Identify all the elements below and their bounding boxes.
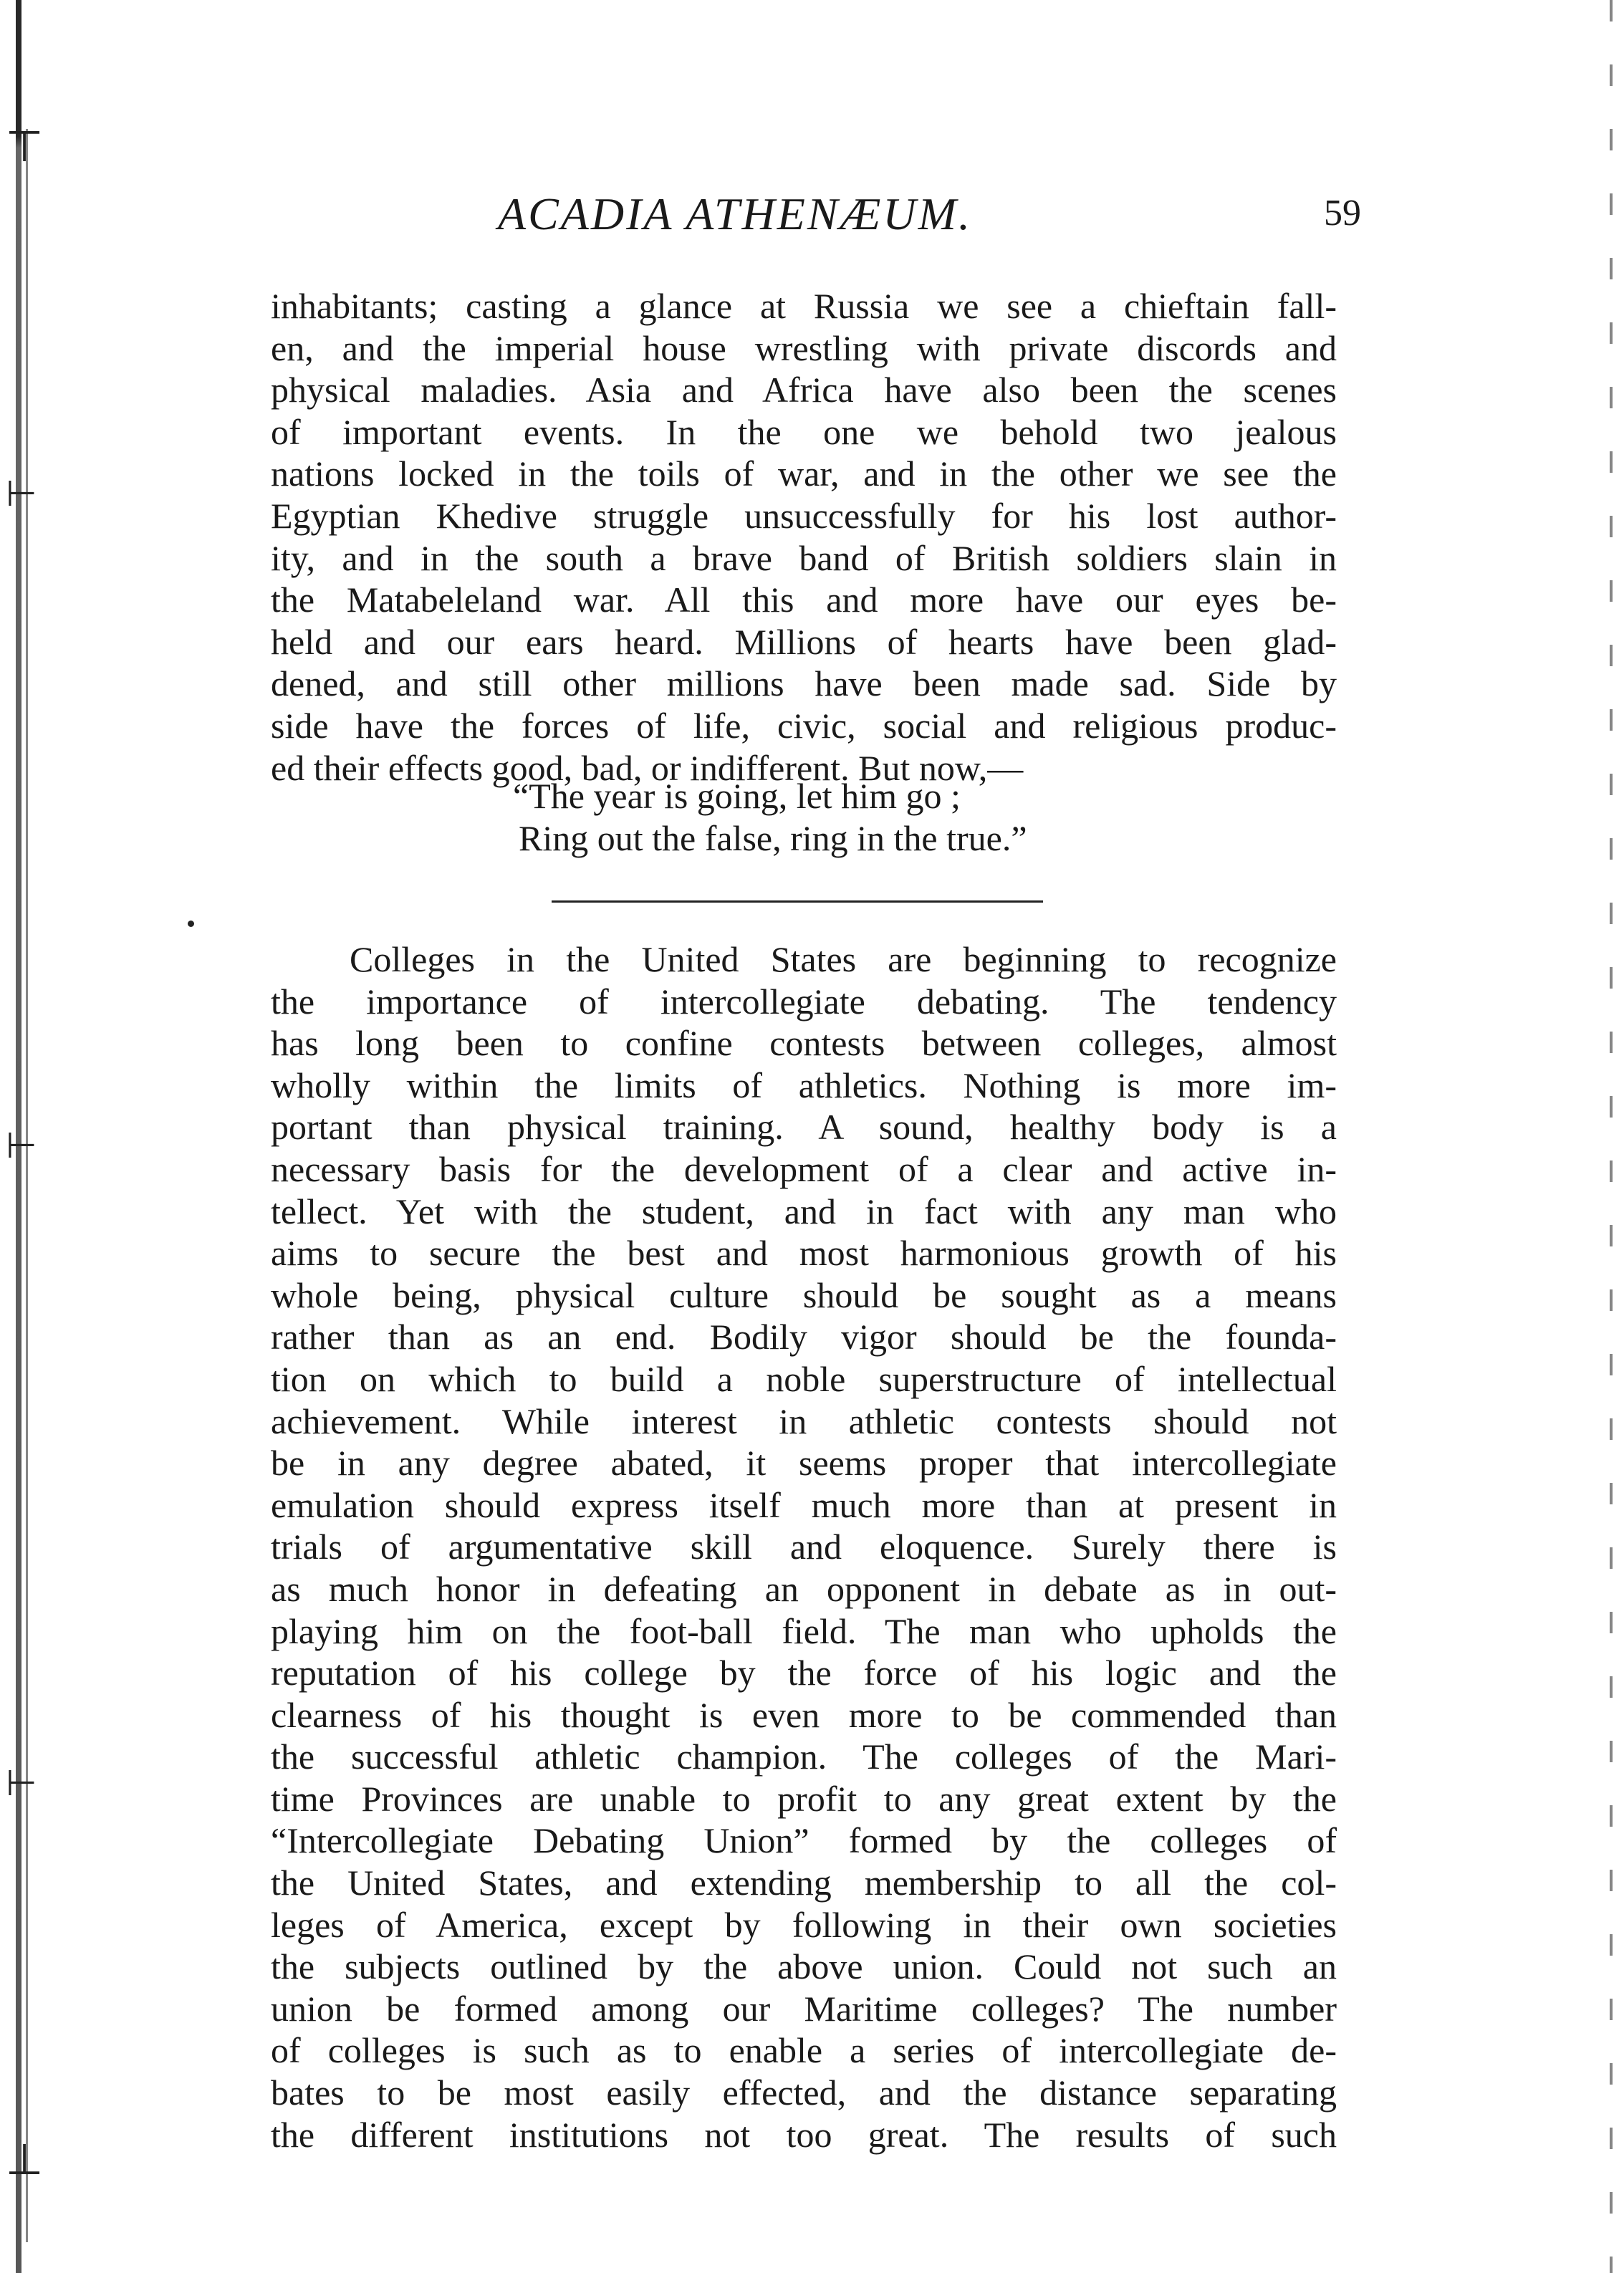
text-line: ity, and in the south a brave band of British soldiers slain in bbox=[271, 537, 1337, 578]
text-line: portant than physical training. A sound, healthy body is a bbox=[271, 1107, 1337, 1148]
text-line: aims to secure the best and most harmonious growth of his bbox=[271, 1233, 1337, 1274]
text-line: as much honor in defeating an opponent in debate as in out- bbox=[271, 1568, 1337, 1609]
text-line: Colleges in the United States are beginning to recognize bbox=[350, 939, 1337, 979]
text-line: the United States, and extending membership to all the col- bbox=[271, 1863, 1337, 1903]
paragraph-continued bbox=[271, 285, 1337, 789]
text-line: the subjects outlined by the above union. Could not such an bbox=[271, 1946, 1337, 1987]
text-line: the Matabeleland war. All this and more have our eyes be- bbox=[271, 580, 1337, 620]
text-line: side have the forces of life, civic, social and religious produc- bbox=[271, 705, 1337, 746]
text-line: held and our ears heard. Millions of hearts have been glad- bbox=[271, 621, 1337, 662]
ink-speck bbox=[188, 921, 194, 927]
text-line: bates to be most easily effected, and the distance separating bbox=[271, 2072, 1337, 2113]
text-line: dened, and still other millions have been made sad. Side by bbox=[271, 663, 1337, 704]
text-line: Egyptian Khedive struggle unsuccessfully for his lost author- bbox=[271, 495, 1337, 536]
text-line: has long been to confine contests between colleges, almost bbox=[271, 1023, 1337, 1064]
text-line: of colleges is such as to enable a series of intercollegiate de- bbox=[271, 2030, 1337, 2071]
text-line: inhabitants; casting a glance at Russia we see a chieftain fall- bbox=[271, 286, 1337, 326]
binding-mark: ⊤ bbox=[6, 122, 44, 172]
binding-mark: ⊢ bbox=[6, 1762, 37, 1804]
running-title: ACADIA ATHENÆUM. bbox=[498, 188, 972, 239]
text-line: en, and the imperial house wrestling with private discords and bbox=[271, 327, 1337, 368]
text-line: whole being, physical culture should be sought as a means bbox=[271, 1274, 1337, 1315]
text-line: “Intercollegiate Debating Union” formed by the colleges of bbox=[271, 1820, 1337, 1861]
verse-line: Ring out the false, ring in the true.” bbox=[519, 817, 1027, 858]
text-line: physical maladies. Asia and Africa have also been the scenes bbox=[271, 370, 1337, 410]
text-line: achievement. While interest in athletic contests should not bbox=[271, 1400, 1337, 1441]
text-line: necessary basis for the development of a clear and active in- bbox=[271, 1148, 1337, 1189]
binding-mark: ⊥ bbox=[6, 2135, 44, 2185]
text-line: nations locked in the toils of war, and in the other we see the bbox=[271, 453, 1337, 494]
section-divider bbox=[552, 900, 1043, 903]
page-number: 59 bbox=[1324, 193, 1361, 234]
text-line: rather than as an end. Bodily vigor should be the founda- bbox=[271, 1317, 1337, 1357]
paragraph-debating bbox=[271, 938, 1337, 2156]
text-line: the importance of intercollegiate debating. The tendency bbox=[271, 981, 1337, 1022]
text-line: emulation should express itself much more than at present in bbox=[271, 1484, 1337, 1525]
text-line: the successful athletic champion. The colleges of the Mari- bbox=[271, 1736, 1337, 1777]
verse-line: “The year is going, let him go ; bbox=[513, 776, 961, 816]
page-edge-shadow bbox=[1610, 0, 1613, 2273]
text-line: time Provinces are unable to profit to any great extent by the bbox=[271, 1778, 1337, 1819]
binding-edge-line bbox=[26, 129, 28, 2242]
text-line: tion on which to build a noble superstructure of intellectual bbox=[271, 1358, 1337, 1399]
binding-mark: ⊢ bbox=[6, 1125, 37, 1166]
text-line: ed their effects good, bad, or indifferent. But now,— bbox=[271, 747, 1024, 788]
text-line: of important events. In the one we behold two jealous bbox=[271, 411, 1337, 452]
verse-quotation bbox=[513, 775, 1027, 859]
text-line: union be formed among our Maritime colleges? The number bbox=[271, 1988, 1337, 2029]
text-line: reputation of his college by the force of his logic and the bbox=[271, 1653, 1337, 1693]
text-line: wholly within the limits of athletics. Nothing is more im- bbox=[271, 1065, 1337, 1105]
text-line: playing him on the foot-ball field. The man who upholds the bbox=[271, 1610, 1337, 1651]
binding-mark: ⊢ bbox=[6, 473, 37, 514]
text-line: the different institutions not too great. The results of such bbox=[271, 2114, 1337, 2155]
running-head bbox=[272, 188, 1361, 252]
text-line: leges of America, except by following in their own societies bbox=[271, 1904, 1337, 1945]
text-line: clearness of his thought is even more to be commended than bbox=[271, 1694, 1337, 1735]
text-line: be in any degree abated, it seems proper that intercollegiate bbox=[271, 1443, 1337, 1484]
text-line: trials of argumentative skill and eloquence. Surely there is bbox=[271, 1527, 1337, 1567]
text-line: tellect. Yet with the student, and in fact with any man who bbox=[271, 1191, 1337, 1231]
